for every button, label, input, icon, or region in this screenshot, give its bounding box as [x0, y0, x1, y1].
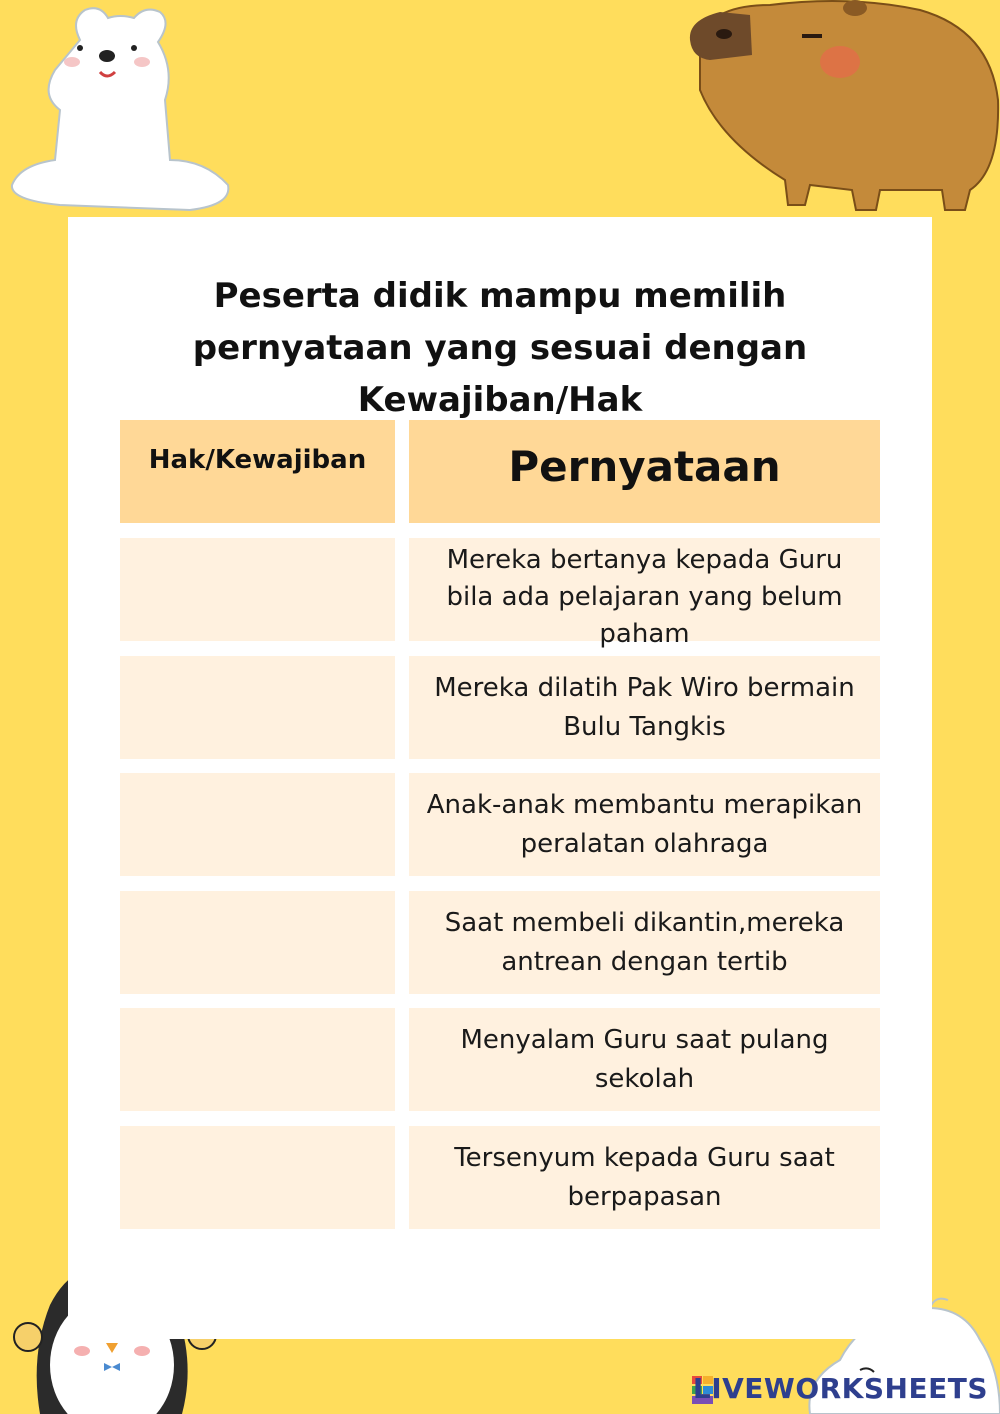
answer-box-1[interactable] [120, 538, 395, 641]
statement-4 [409, 891, 880, 994]
polar-bear-sitting-illustration [0, 0, 240, 220]
statement-4-text: Saat membeli dikantin,mereka antrean dengan tertib [444, 907, 845, 977]
header-hak-kewajiban-label: Hak/Kewajiban [148, 444, 367, 475]
statement-6-text: Tersenyum kepada Guru saat berpapasan [454, 1142, 835, 1212]
capybara-illustration [680, 0, 1000, 215]
statement-6 [409, 1126, 880, 1229]
statement-1-text: Mereka bertanya kepada Guru bila ada pelajaran yang belum paham [446, 545, 843, 649]
statement-3 [409, 773, 880, 876]
answer-box-4[interactable] [120, 891, 395, 994]
header-pernyataan [409, 420, 880, 523]
statement-2-text: Mereka dilatih Pak Wiro bermain Bulu Tangkis [434, 672, 855, 742]
header-hak-kewajiban [120, 420, 395, 523]
statement-2 [409, 656, 880, 759]
statement-5-text: Menyalam Guru saat pulang sekolah [460, 1024, 829, 1094]
answer-box-6[interactable] [120, 1126, 395, 1229]
statement-5 [409, 1008, 880, 1111]
statement-3-text: Anak-anak membantu merapikan peralatan olahraga [426, 789, 863, 859]
header-pernyataan-label: Pernyataan [508, 442, 781, 491]
answer-box-2[interactable] [120, 656, 395, 759]
liveworksheets-brand[interactable]: LIVEWORKSHEETS [692, 1372, 988, 1405]
statement-1 [409, 538, 880, 649]
answer-box-5[interactable] [120, 1008, 395, 1111]
answer-box-3[interactable] [120, 773, 395, 876]
worksheet-title: Peserta didik mampu memilih pernyataan yang sesuai dengan Kewajiban/Hak [192, 276, 808, 420]
